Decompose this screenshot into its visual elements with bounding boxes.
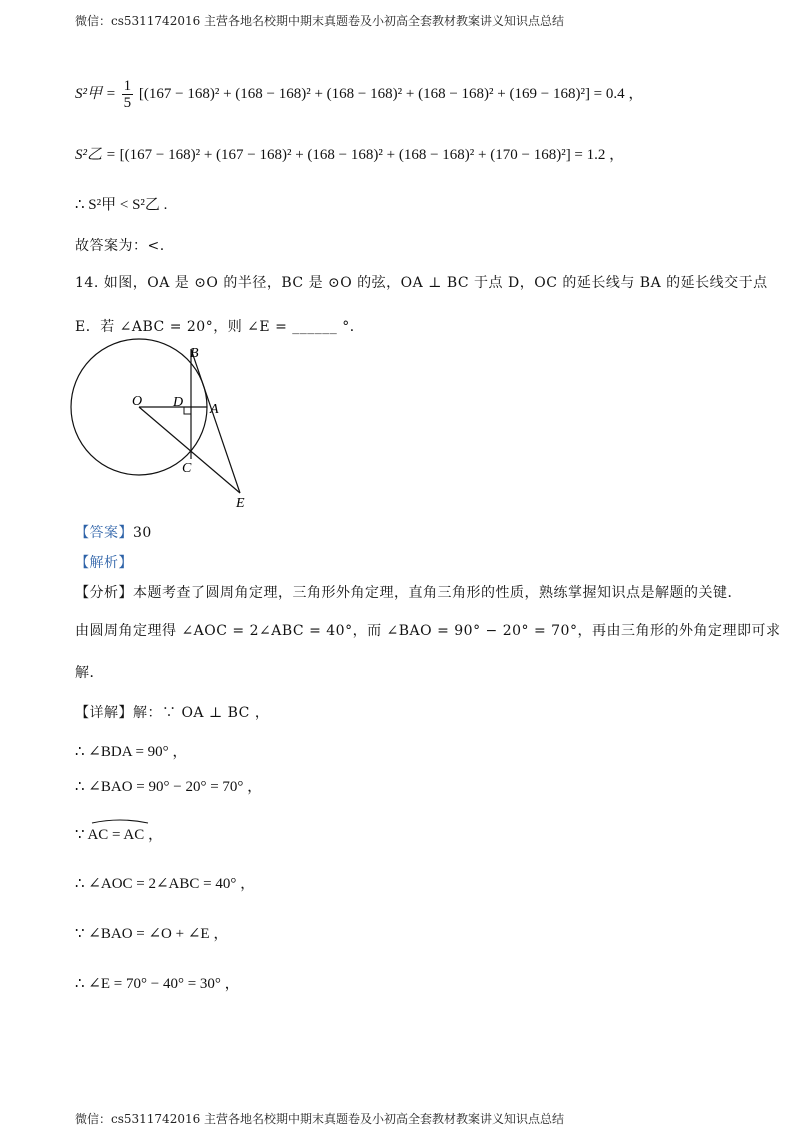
detail-line-2: ∴ ∠BDA = 90° ， xyxy=(75,744,188,760)
detail-line-5: ∴ ∠AOC = 2∠ABC = 40° ， xyxy=(75,876,256,892)
label-e: E xyxy=(236,496,245,511)
variance-conclusion: ∴ S²甲 < S²乙 . xyxy=(75,197,168,213)
one-fifth-fraction xyxy=(122,78,134,111)
variance-jia-lhs: S²甲 = xyxy=(75,85,116,102)
detail-line-6: ∵ ∠BAO = ∠O + ∠E ， xyxy=(75,926,229,942)
detail-line-3: ∴ ∠BAO = 90° − 20° = 70° ， xyxy=(75,779,263,795)
detail-line-4: ∵ AC = AC ， xyxy=(75,827,164,843)
label-o: O xyxy=(132,394,143,409)
variance-yi-formula xyxy=(75,143,624,164)
variance-jia-rhs: [(167 − 168)² + (168 − 168)² + (168 − 168)² + (168 − 168)² + (169 − 168)²] = 0.4 ， xyxy=(138,85,644,102)
variance-yi-rhs: [(167 − 168)² + (167 − 168)² + (168 − 168)² + (168 − 168)² + (170 − 168)²] = 1.2 ， xyxy=(119,147,625,163)
label-a: A xyxy=(210,402,219,417)
analysis-tag: 【解析】 xyxy=(75,555,133,571)
variance-jia-formula xyxy=(75,78,643,111)
circle-geometry-figure xyxy=(60,335,280,515)
fraction-denominator: 5 xyxy=(123,95,132,111)
fraction-numerator: 1 xyxy=(123,78,132,94)
analysis-line-2: 由圆周角定理得 ∠AOC = 2∠ABC = 40°，而 ∠BAO = 90° − 20° = 70°，再由三角形的外角定理即可求 xyxy=(75,623,781,639)
detail-line-7: ∴ ∠E = 70° − 40° = 30° ， xyxy=(75,976,240,992)
label-c: C xyxy=(182,461,192,476)
detail-line-4-wrap xyxy=(75,823,163,844)
page-header: 微信：cs5311742016 主营各地名校期中期末真题卷及小初高全套教材教案讲义知识点总结 xyxy=(75,14,565,28)
right-angle-mark xyxy=(184,407,191,414)
answer-line xyxy=(75,522,152,542)
answer-value: 30 xyxy=(133,525,152,541)
previous-answer-line: 故答案为：<. xyxy=(75,238,165,254)
answer-tag: 【答案】 xyxy=(75,525,133,541)
question-14-line-1: 14. 如图，OA 是 ⊙O 的半径，BC 是 ⊙O 的弦，OA ⊥ BC 于点 D，OC 的延长线与 BA 的延长线交于点 xyxy=(75,275,768,291)
page-footer: 微信：cs5311742016 主营各地名校期中期末真题卷及小初高全套教材教案讲义知识点总结 xyxy=(75,1112,565,1126)
analysis-line-3: 解． xyxy=(75,665,104,681)
analysis-line-1: 【分析】本题考查了圆周角定理，三角形外角定理，直角三角形的性质，熟练掌握知识点是解题的关键． xyxy=(75,585,742,601)
detail-line-1: 【详解】解：∵ OA ⊥ BC ， xyxy=(75,705,270,721)
arc-mark xyxy=(90,817,150,825)
variance-yi-lhs: S²乙 = xyxy=(75,147,116,163)
label-b: B xyxy=(190,346,199,361)
question-14-line-2: E．若 ∠ABC = 20°，则 ∠E = ______ °． xyxy=(75,319,365,335)
label-d: D xyxy=(173,395,184,410)
